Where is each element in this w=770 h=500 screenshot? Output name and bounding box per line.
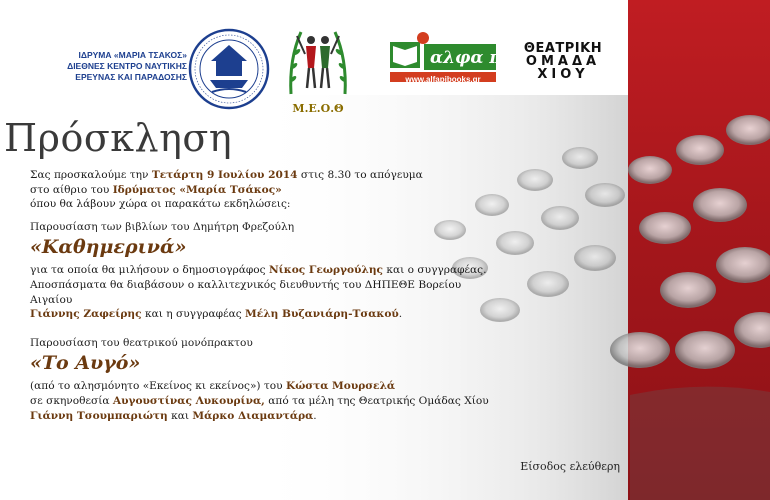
book-title: «Καθημερινά» xyxy=(30,236,187,259)
page-title: Πρόσκληση xyxy=(4,116,233,160)
event-time: στις 8.30 το απόγευμα xyxy=(297,169,423,181)
text: . xyxy=(313,409,317,422)
dancers-icon xyxy=(287,24,349,98)
intro-line-2 xyxy=(30,183,500,198)
alfapi-books-logo xyxy=(388,32,511,96)
section1-line-2: Αποσπάσματα θα διαβάσουν ο καλλιτεχνικός διευθυντής του ΔΗΠΕΘΕ Βορείου Αιγαίου xyxy=(30,278,462,306)
author-name: Κώστα Μουρσελά xyxy=(285,380,396,393)
actor-name: Μάρκο Διαμαντάρα xyxy=(192,409,314,422)
institute-line-3: ΕΡΕΥΝΑΣ ΚΑΙ ΠΑΡΑΔΟΣΗΣ xyxy=(75,72,187,82)
section2-line-3 xyxy=(30,409,500,424)
venue-name: Ιδρύματος «Μαρία Τσάκος» xyxy=(112,183,282,196)
event-date: Τετάρτη 9 Ιουλίου 2014 xyxy=(151,169,298,181)
intro-text: στο αίθριο του xyxy=(30,183,113,196)
intro-text: Σας προσκαλούμε την xyxy=(30,169,152,181)
institute-line-2: ΔΙΕΘΝΕΣ ΚΕΝΤΡΟ ΝΑΥΤΙΚΗΣ xyxy=(67,61,187,71)
reader-name: Μέλη Βυζανιάρη-Τσακού xyxy=(245,308,399,321)
section1-line-3 xyxy=(30,307,500,322)
alfapi-url: www.alfapibooks.gr xyxy=(405,75,481,84)
intro-line-1 xyxy=(30,168,500,183)
section1-heading: Παρουσίαση των βιβλίων του Δημήτρη Φρεζούλη xyxy=(30,220,295,233)
text: σε σκηνοθεσία xyxy=(30,394,113,407)
intro-line-3: όπου θα λάβουν χώρα οι παρακάτω εκδηλώσεις: xyxy=(30,198,291,211)
text: από τα μέλη της Θεατρικής Ομάδας Χίου xyxy=(264,394,489,407)
section2-heading: Παρουσίαση του θεατρικού μονόπρακτου xyxy=(30,336,253,349)
institute-line-1: ΙΔΡΥΜΑ «ΜΑΡΙΑ ΤΣΑΚΟΣ» xyxy=(78,50,187,60)
theatre-line-3: ΧΙΟΥ xyxy=(537,67,589,82)
text: και ο συγγραφέας. xyxy=(383,264,487,277)
text: και xyxy=(167,409,193,422)
section1-line-1 xyxy=(30,263,500,278)
meoth-logo xyxy=(287,24,349,115)
theatre-line-1: ΘΕΑΤΡΙΚΗ xyxy=(523,41,603,56)
theatre-group-logo xyxy=(508,42,618,81)
institute-seal-logo xyxy=(188,28,270,110)
text: . xyxy=(398,308,403,321)
section2-line-1 xyxy=(30,379,500,394)
speaker-name: Νίκος Γεωργούλης xyxy=(268,264,383,277)
section2-line-2 xyxy=(30,394,500,409)
invitation-body xyxy=(30,168,500,423)
text: και η συγγραφέας xyxy=(141,308,246,321)
meoth-label: Μ.Ε.Ο.Θ xyxy=(292,102,344,115)
theatre-line-2: ΟΜΑΔΑ xyxy=(525,54,601,69)
play-title: «Το Αυγό» xyxy=(30,352,141,375)
text: (από το αλησμόνητο «Εκείνος κι εκείνος») του xyxy=(30,380,286,393)
alfapi-name: αλφα πι xyxy=(430,48,511,68)
text: για τα οποία θα μιλήσουν ο δημοσιογράφος xyxy=(30,264,269,277)
free-entry-note: Είσοδος ελεύθερη xyxy=(520,460,620,473)
actor-name: Γιάννη Τσουμπαριώτη xyxy=(30,409,168,422)
institute-logo-text xyxy=(52,50,187,83)
reader-name: Γιάννης Ζαφείρης xyxy=(30,308,142,321)
director-name: Αυγουστίνας Λυκουρίνα, xyxy=(112,394,265,407)
